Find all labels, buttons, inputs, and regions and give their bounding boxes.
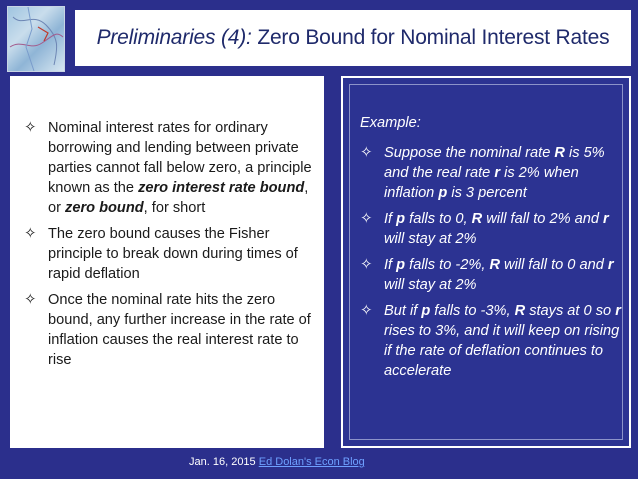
footer-date: Jan. 16, 2015 bbox=[189, 456, 259, 468]
list-item bbox=[24, 118, 320, 218]
variable-symbol: R bbox=[471, 211, 483, 227]
text-segment: Nominal interest rates for ordinary borrowing and lending between private parties cannot fall below zero, a principle known as the bbox=[48, 120, 312, 196]
list-item bbox=[360, 143, 624, 203]
blog-link[interactable]: Ed Dolan's Econ Blog bbox=[258, 456, 365, 468]
text-segment: Suppose the nominal rate bbox=[384, 145, 555, 161]
sparkle-bullet-icon: ✧ bbox=[24, 119, 37, 136]
left-bullet-list bbox=[24, 118, 320, 376]
example-bullet-list bbox=[360, 143, 624, 387]
list-item bbox=[24, 290, 320, 370]
bullet-text bbox=[384, 143, 624, 203]
title-lead: Preliminaries (4): bbox=[96, 26, 252, 49]
variable-symbol: p bbox=[396, 211, 406, 227]
variable-symbol: r bbox=[494, 165, 501, 181]
list-item bbox=[24, 224, 320, 284]
bullet-text bbox=[384, 209, 624, 249]
bullet-text bbox=[384, 255, 624, 295]
variable-symbol: R bbox=[489, 257, 500, 273]
example-panel bbox=[341, 76, 631, 448]
title-main: Zero Bound for Nominal Interest Rates bbox=[257, 26, 610, 49]
text-segment: is 5% and the real rate bbox=[384, 145, 605, 181]
text-segment: will stay at 2% bbox=[384, 231, 477, 247]
emphasis-term: zero bound bbox=[65, 200, 144, 216]
text-segment: falls to -2%, bbox=[405, 257, 490, 273]
bullet-text bbox=[384, 301, 624, 381]
bullet-text: Once the nominal rate hits the zero bound, any further increase in the rate of inflation causes the real interest rate to rise bbox=[48, 292, 311, 368]
left-content-panel bbox=[10, 76, 324, 448]
variable-symbol: p bbox=[421, 303, 431, 319]
variable-symbol: p bbox=[438, 185, 448, 201]
bullet-text: The zero bound causes the Fisher principle to break down during times of rapid deflation bbox=[48, 226, 298, 282]
text-segment: , for short bbox=[143, 200, 206, 216]
slide-title bbox=[97, 26, 610, 50]
text-segment: If bbox=[384, 211, 397, 227]
text-segment: But if bbox=[384, 303, 422, 319]
text-segment: is 3 percent bbox=[447, 185, 527, 201]
text-segment: If bbox=[384, 257, 397, 273]
list-item bbox=[360, 301, 624, 381]
variable-symbol: r bbox=[603, 211, 609, 227]
sparkle-bullet-icon: ✧ bbox=[360, 256, 373, 273]
map-thumbnail-image bbox=[7, 6, 65, 72]
variable-symbol: r bbox=[615, 303, 621, 319]
list-item bbox=[360, 209, 624, 249]
text-segment: , or bbox=[48, 180, 309, 216]
variable-symbol: p bbox=[396, 257, 406, 273]
text-segment: falls to 0, bbox=[405, 211, 472, 227]
text-segment: will fall to 0 and bbox=[500, 257, 608, 273]
variable-symbol: R bbox=[554, 145, 565, 161]
title-bar bbox=[75, 10, 631, 66]
variable-symbol: r bbox=[607, 257, 614, 273]
variable-symbol: R bbox=[514, 303, 526, 319]
emphasis-term: zero interest rate bound bbox=[138, 180, 305, 196]
text-segment: falls to -3%, bbox=[430, 303, 515, 319]
text-segment: is 2% when inflation bbox=[384, 165, 579, 201]
list-item bbox=[360, 255, 624, 295]
sparkle-bullet-icon: ✧ bbox=[24, 291, 37, 308]
footer-credit bbox=[189, 456, 365, 468]
sparkle-bullet-icon: ✧ bbox=[360, 210, 373, 227]
example-panel-frame bbox=[349, 84, 623, 440]
sparkle-bullet-icon: ✧ bbox=[360, 302, 373, 319]
map-lines-graphic bbox=[8, 7, 64, 71]
bullet-text bbox=[48, 118, 320, 218]
example-label: Example: bbox=[360, 115, 421, 131]
text-segment: stays at 0 so bbox=[525, 303, 616, 319]
text-segment: will stay at 2% bbox=[384, 277, 477, 293]
sparkle-bullet-icon: ✧ bbox=[24, 225, 37, 242]
text-segment: rises to 3%, and it will keep on rising if the rate of deflation continues to accelerate bbox=[384, 323, 620, 379]
text-segment: will fall to 2% and bbox=[482, 211, 604, 227]
sparkle-bullet-icon: ✧ bbox=[360, 144, 373, 161]
